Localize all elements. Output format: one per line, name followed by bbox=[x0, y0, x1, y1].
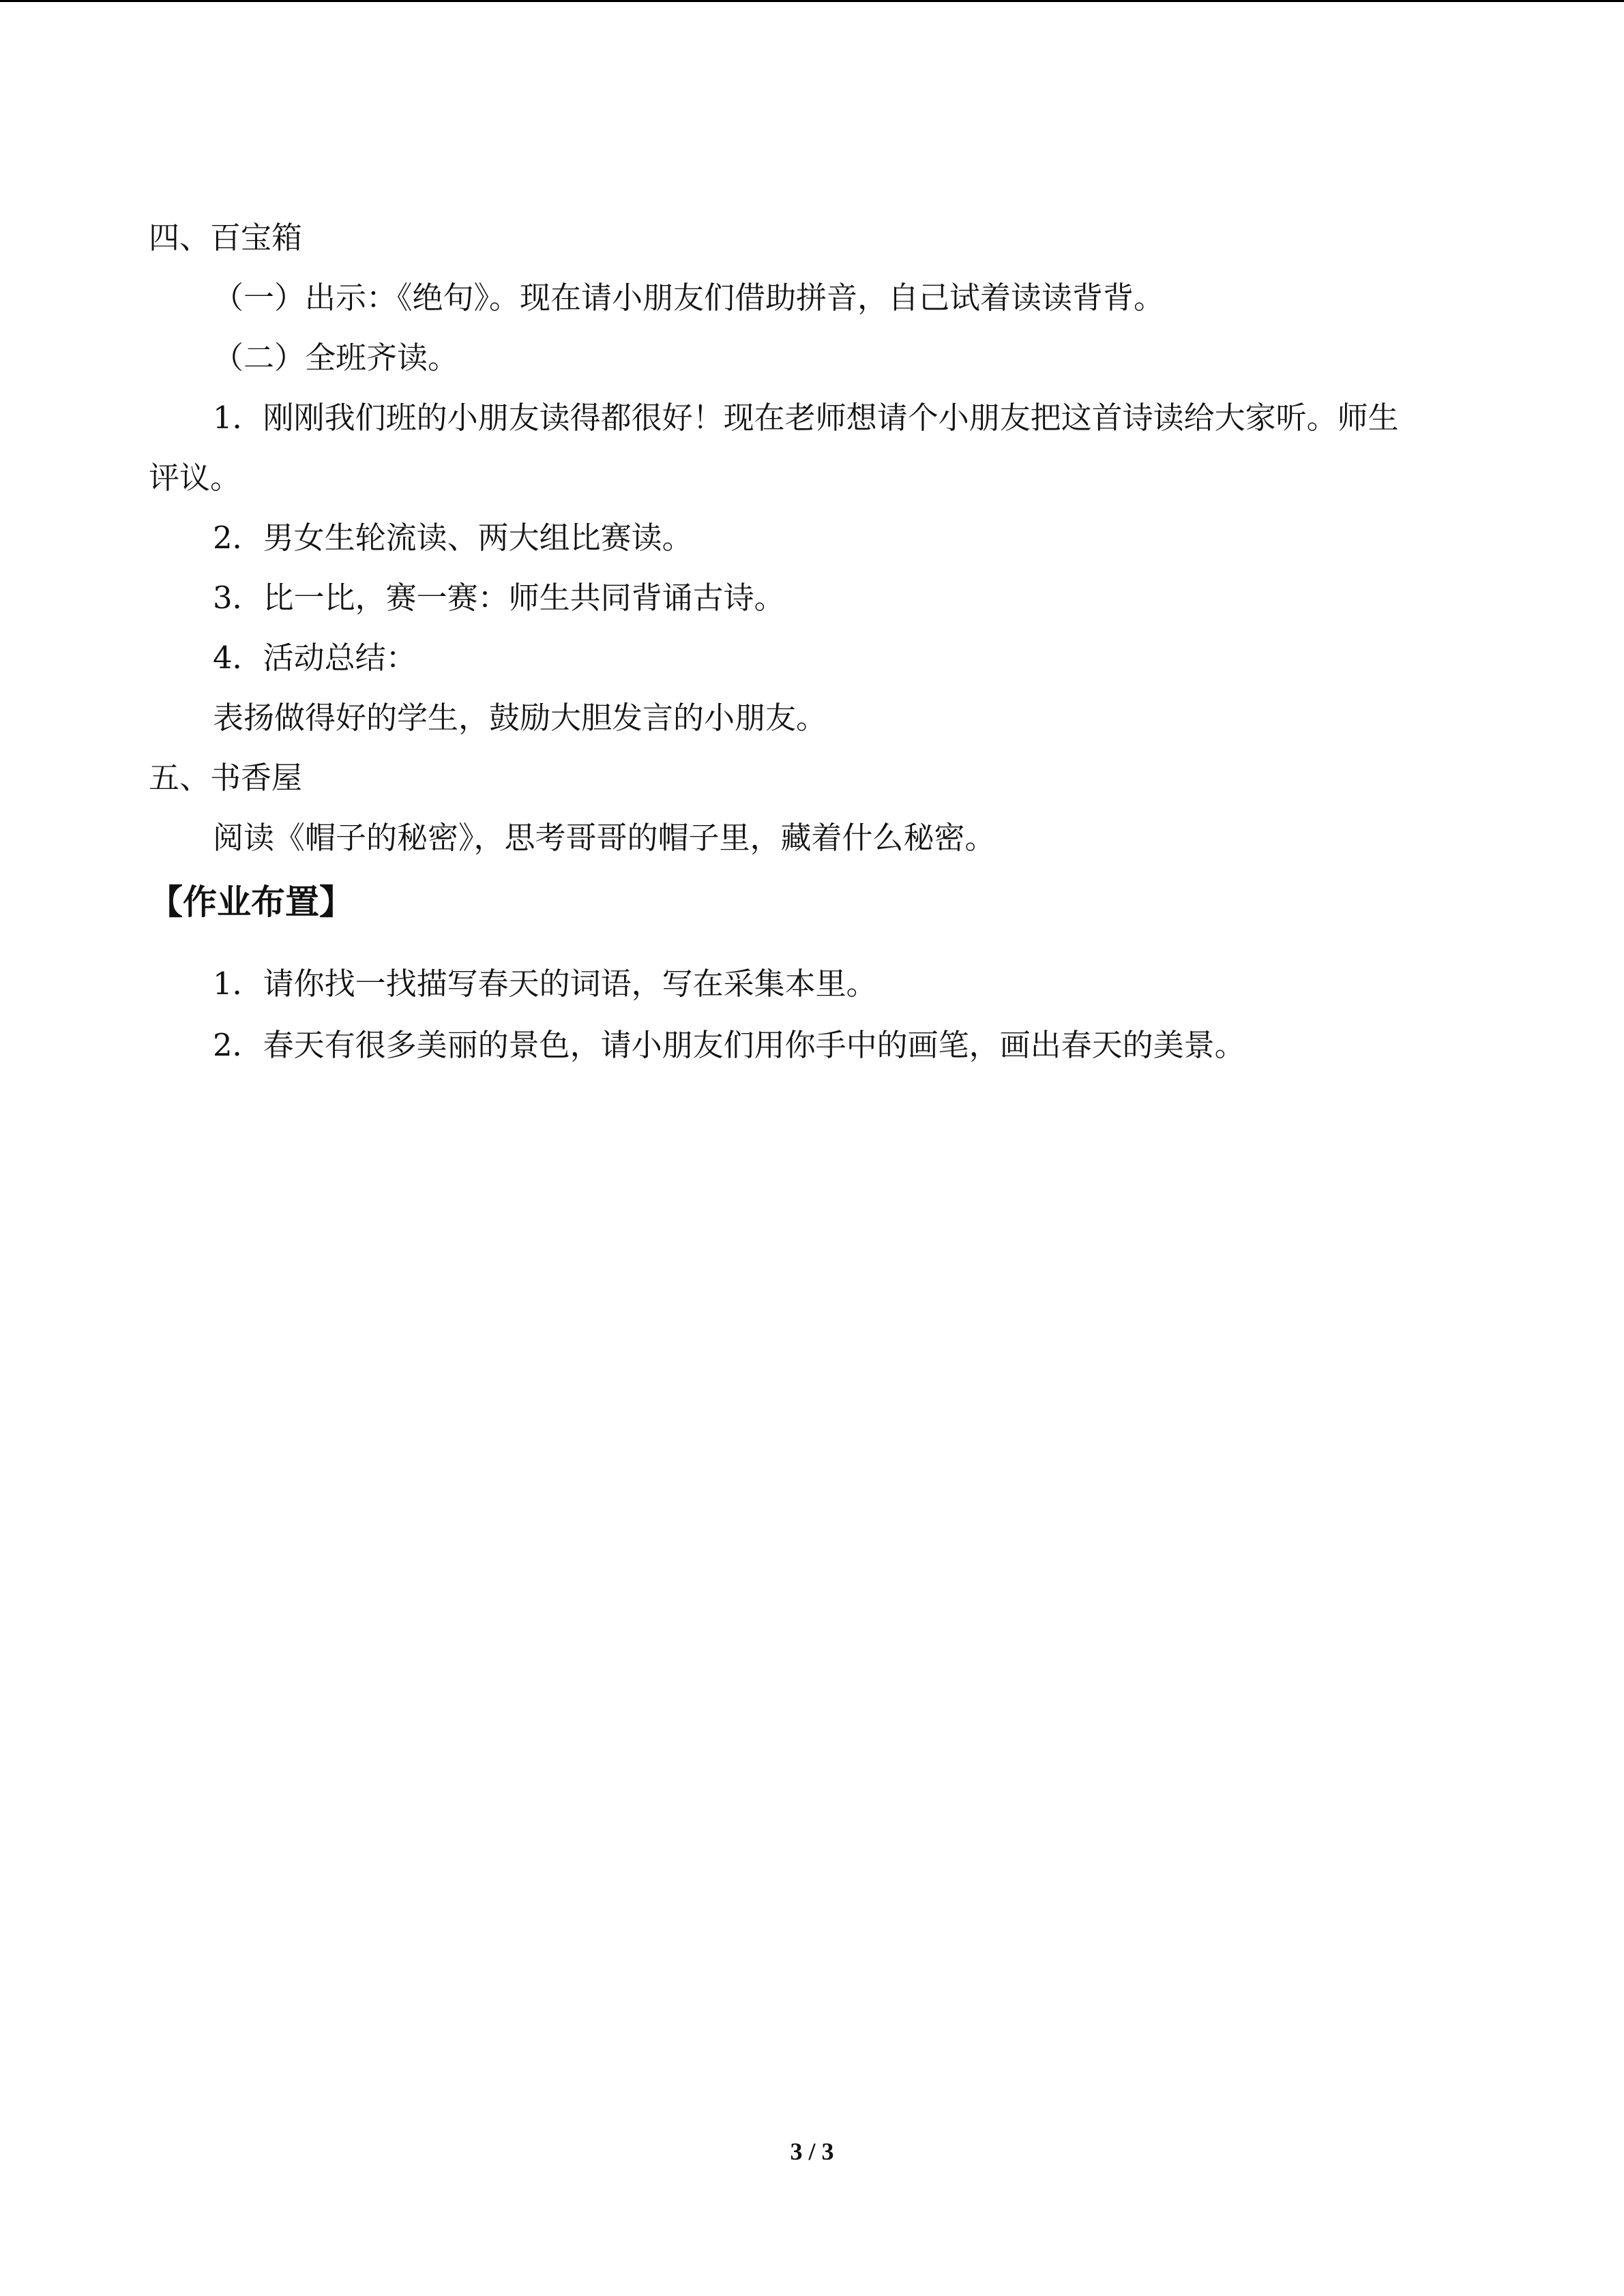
paragraph-show-poem: （一）出示：《绝句》。现在请小朋友们借助拼音，自己试着读读背背。 bbox=[213, 280, 1165, 316]
homework-heading: 【作业布置】 bbox=[149, 882, 353, 922]
page-number: 3 / 3 bbox=[790, 2138, 834, 2165]
section-heading-baibaoxiang: 四、百宝箱 bbox=[149, 220, 303, 256]
list-item-2: 2．男女生轮流读、两大组比赛读。 bbox=[213, 520, 693, 556]
paragraph-reading-task: 阅读《帽子的秘密》，思考哥哥的帽子里，藏着什么秘密。 bbox=[213, 820, 996, 856]
list-item-4: 4．活动总结： bbox=[213, 640, 417, 676]
section-heading-shuxiangwu: 五、书香屋 bbox=[149, 760, 303, 796]
homework-item-2: 2．春天有很多美丽的景色，请小朋友们用你手中的画笔，画出春天的美景。 bbox=[213, 1027, 1245, 1063]
paragraph-summary: 表扬做得好的学生，鼓励大胆发言的小朋友。 bbox=[213, 700, 827, 736]
paragraph-class-reading: （二）全班齐读。 bbox=[213, 340, 459, 376]
list-item-3: 3．比一比，赛一赛：师生共同背诵古诗。 bbox=[213, 580, 785, 616]
list-item-1-continued: 评议。 bbox=[149, 460, 241, 496]
homework-item-1: 1．请你找一找描写春天的词语，写在采集本里。 bbox=[213, 966, 877, 1002]
list-item-1: 1．刚刚我们班的小朋友读得都很好！现在老师想请个小朋友把这首诗读给大家听。师生 bbox=[213, 400, 1399, 436]
